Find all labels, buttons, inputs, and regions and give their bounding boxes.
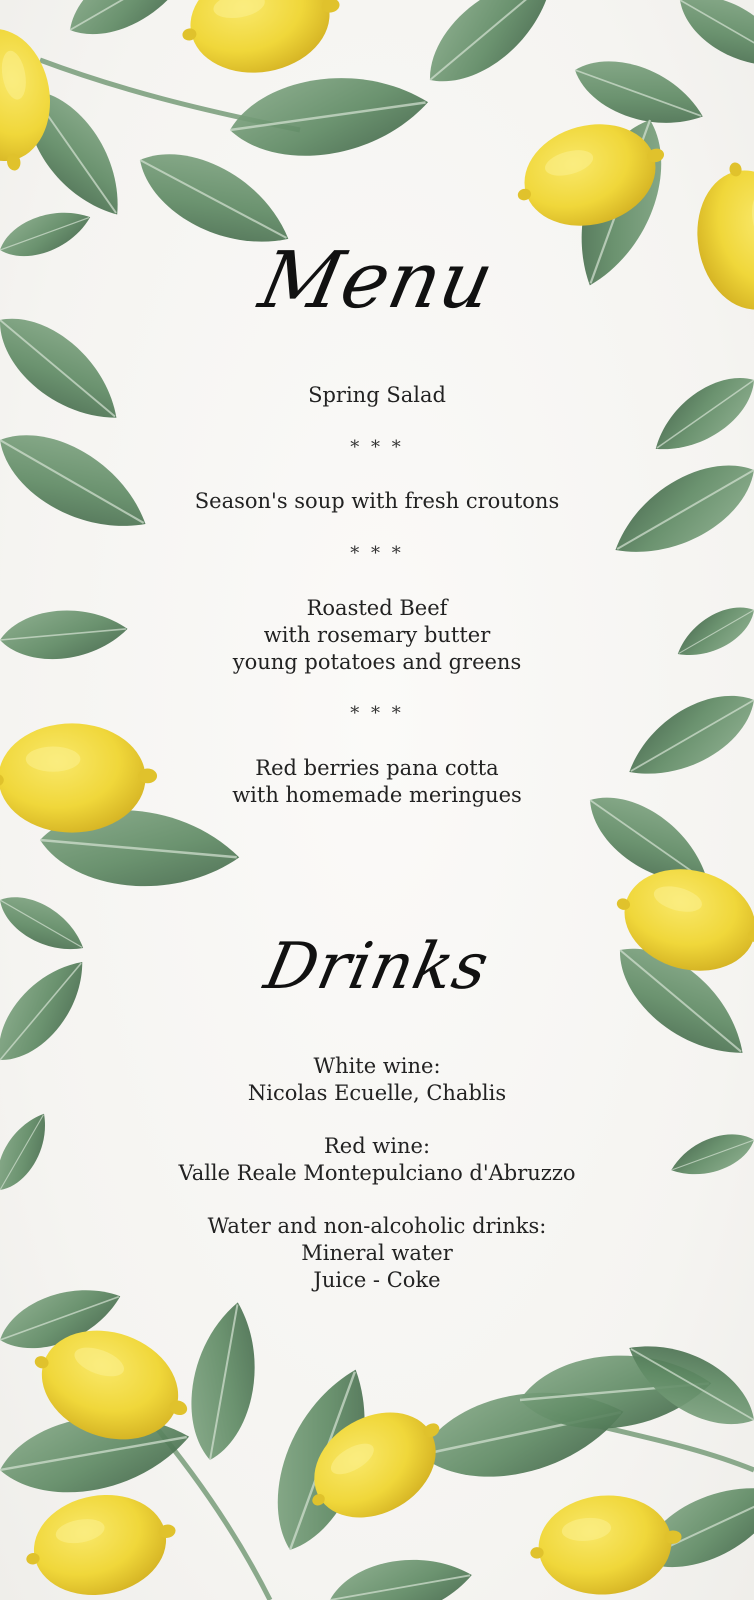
course-4-line-2: with homemade meringues bbox=[232, 783, 522, 807]
drinks-group-2-line-1: Red wine: bbox=[323, 1134, 431, 1158]
drinks-group-3-line-3: Juice - Coke bbox=[313, 1268, 441, 1292]
drinks-group-1-line-2: Nicolas Ecuelle, Chablis bbox=[247, 1081, 507, 1105]
course-2-line-1: Season's soup with fresh croutons bbox=[194, 489, 560, 513]
course-1-line-1: Spring Salad bbox=[308, 383, 446, 407]
course-3-line-2: with rosemary butter bbox=[263, 623, 491, 647]
drinks-group-3-line-2: Mineral water bbox=[301, 1241, 453, 1265]
drinks-group-2-line-2: Valle Reale Montepulciano d'Abruzzo bbox=[178, 1161, 576, 1185]
separator-1: * * * bbox=[350, 437, 404, 458]
course-4-line-1: Red berries pana cotta bbox=[255, 756, 499, 780]
separator-3: * * * bbox=[350, 703, 404, 724]
separator-2: * * * bbox=[350, 543, 404, 564]
drinks-group-1-line-1: White wine: bbox=[313, 1054, 441, 1078]
drinks-group-3-line-1: Water and non-alcoholic drinks: bbox=[207, 1214, 547, 1238]
course-3-line-3: young potatoes and greens bbox=[232, 650, 522, 674]
course-3-line-1: Roasted Beef bbox=[306, 596, 448, 620]
menu-title: Menu bbox=[252, 236, 502, 326]
drinks-title: Drinks bbox=[258, 930, 496, 1004]
